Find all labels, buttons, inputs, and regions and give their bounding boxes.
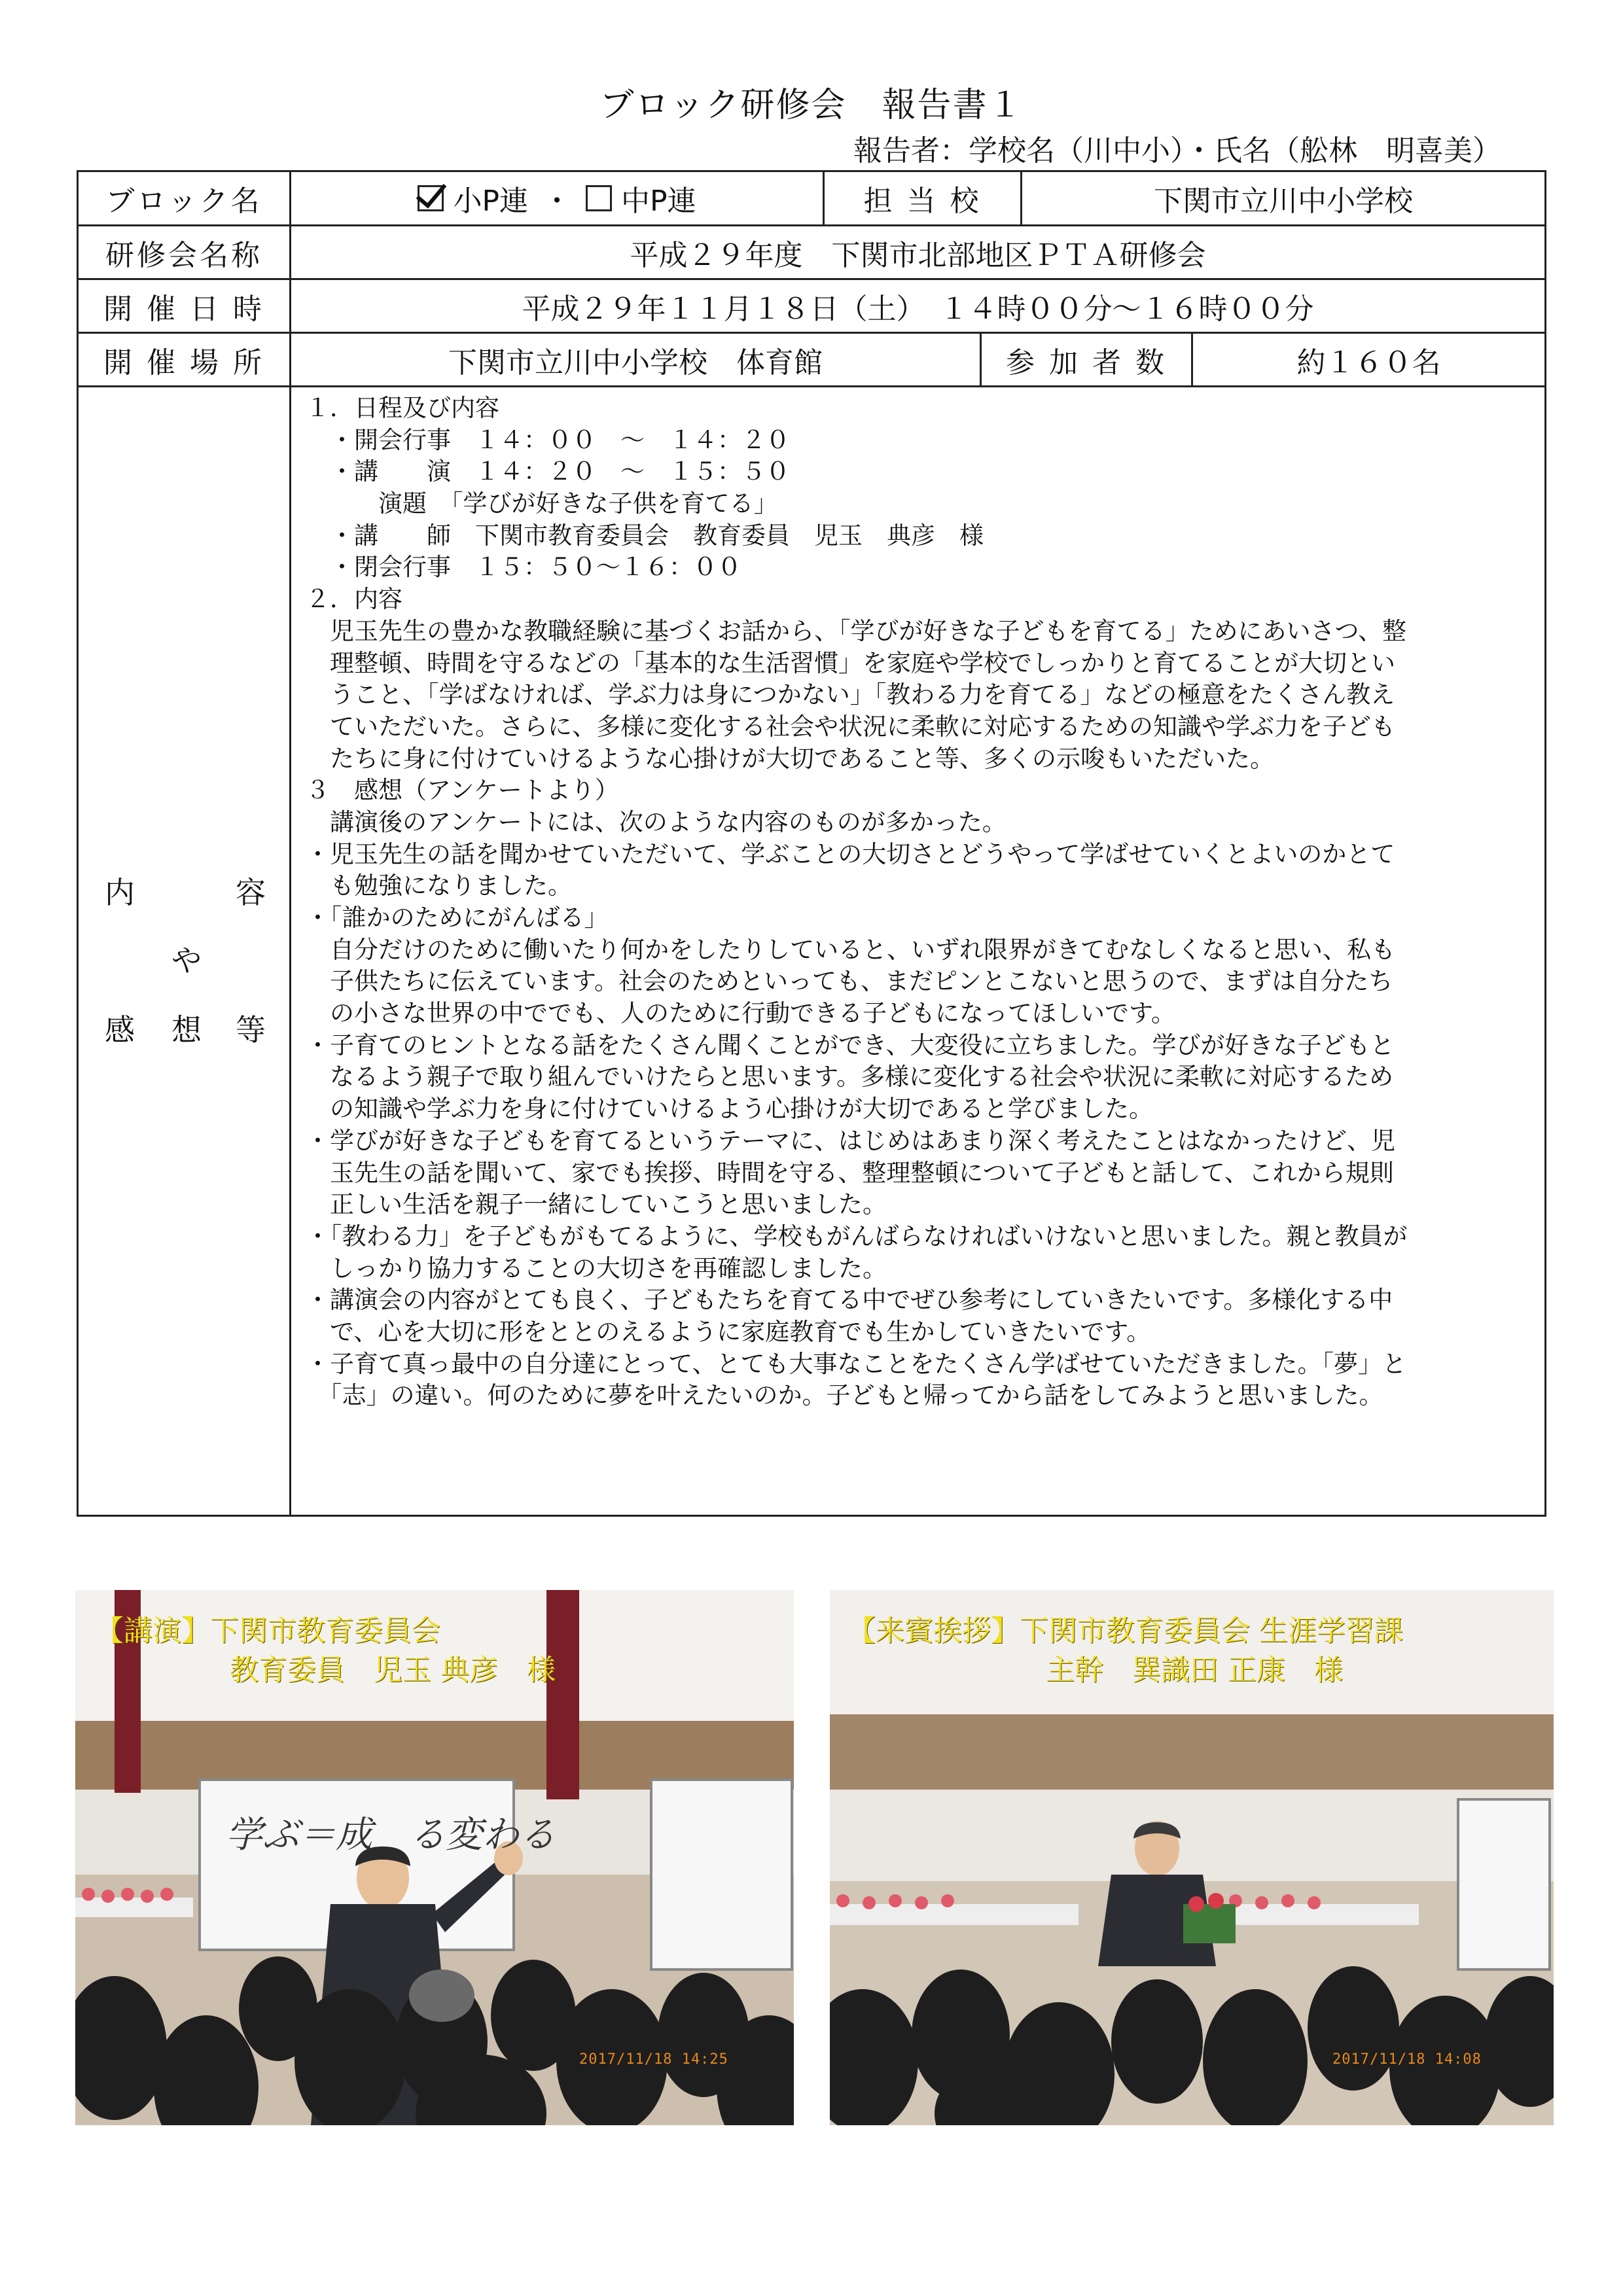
content-label-char-1: 内 — [105, 875, 135, 910]
block-options — [291, 172, 825, 224]
content-line: も勉強になりました。 — [306, 872, 572, 900]
photo-greeting-timestamp: 2017/11/18 14:08 — [1332, 2051, 1482, 2068]
content-line: たちに身に付けていけるような心掛けが大切であること等、多くの示唆もいただいた。 — [306, 744, 1274, 773]
content-line: 演題 「学びが好きな子供を育てる」 — [306, 489, 778, 518]
content-line: 正しい生活を親子一緒にしていこうと思いました。 — [306, 1190, 887, 1219]
attendance-value: 約１６０名 — [1296, 345, 1441, 380]
content-line: 自分だけのために働いたり何かをしたりしていると、いずれ限界がきてむなしくなると思い、私も — [306, 935, 1395, 964]
photo-lecture-caption-1: 【講演】下関市教育委員会 — [95, 1614, 440, 1648]
school-value: 下関市立川中小学校 — [1154, 185, 1413, 218]
row-training-name — [79, 226, 1544, 280]
photo-greeting — [830, 1590, 1554, 2125]
school-label: 担 当 校 — [825, 172, 1022, 224]
training-name-label: 研修会名称 — [79, 226, 291, 278]
content-line: ていただいた。さらに、多様に変化する社会や状況に柔軟に対応するための知識や学ぶ力を子ども — [306, 712, 1395, 741]
training-name-value: 平成２９年度 下関市北部地区ＰＴＡ研修会 — [630, 238, 1206, 272]
content-label — [79, 387, 291, 1515]
row-date — [79, 280, 1544, 334]
content-line: で、心を大切に形をととのえるように家庭教育でも生かしていきたいです。 — [306, 1317, 1151, 1346]
content-line: ・開会行事 １４：００ ～ １４：２０ — [306, 425, 790, 454]
content-label-char-4: 感 — [105, 1012, 135, 1048]
content-line: ２．内容 — [306, 585, 402, 614]
place-value: 下関市立川中小学校 体育館 — [291, 334, 982, 385]
attendance-label: 参 加 者 数 — [982, 334, 1193, 385]
date-label: 開 催 日 時 — [79, 280, 291, 332]
content-label-char-5: 想 — [171, 1012, 202, 1048]
content-line: うこと、「学ばなければ、学ぶ力は身につかない」「教わる力を育てる」などの極意をたくさん教え — [306, 680, 1395, 709]
row-block — [79, 172, 1544, 226]
option-sho-p-ren: 小P連 — [453, 185, 528, 218]
content-line: 「志」の違い。何のために夢を叶えたいのか。子どもと帰ってから話をしてみようと思いました。 — [306, 1381, 1383, 1410]
content-line: ・講 師 下関市教育委員会 教育委員 児玉 典彦 様 — [306, 521, 984, 550]
content-label-char-6: 等 — [236, 1012, 266, 1048]
row-content — [79, 387, 1544, 1515]
reporter-line: 報告者：学校名（川中小）・氏名（舩林 明喜美） — [853, 134, 1501, 168]
photo-lecture-caption-2: 教育委員 児玉 典彦 様 — [230, 1653, 556, 1687]
content-line: ・子育てのヒントとなる話をたくさん聞くことができ、大変役に立ちました。学びが好きな子どもと — [306, 1031, 1395, 1059]
content-line: ・「教わる力」を子どもがもてるように、学校もがんばらなければいけないと思いました。親と教員が — [306, 1222, 1408, 1250]
content-label-char-2: 容 — [236, 875, 266, 910]
content-line: ・児玉先生の話を聞かせていただいて、学ぶことの大切さとどうやって学ばせていくとよいのかとて — [306, 839, 1395, 868]
place-label: 開 催 場 所 — [79, 334, 291, 385]
photo-lecture — [75, 1590, 794, 2125]
photo-greeting-caption-2: 主幹 巽識田 正康 様 — [1046, 1653, 1343, 1687]
whiteboard-text: 学ぶ＝成 る変わる — [226, 1814, 556, 1856]
content-line: 児玉先生の豊かな教職経験に基づくお話から、「学びが好きな子どもを育てる」ためにあいさつ、整 — [306, 616, 1407, 645]
content-line: しっかり協力することの大切さを再確認しました。 — [306, 1254, 887, 1282]
page-title: ブロック研修会 報告書１ — [599, 86, 1024, 125]
row-place — [79, 334, 1544, 387]
content-line: ・「誰かのためにがんばる」 — [306, 904, 609, 932]
content-line: 講演後のアンケートには、次のような内容のものが多かった。 — [306, 807, 1007, 836]
content-line: ・子育て真っ最中の自分達にとって、とても大事なことをたくさん学ばせていただきました。「夢」と — [306, 1349, 1407, 1378]
checkbox-chu-p-ren[interactable] — [586, 185, 612, 211]
content-line: ・学びが好きな子どもを育てるというテーマに、はじめはあまり深く考えたことはなかったけど、児 — [306, 1126, 1395, 1155]
content-line: なるよう親子で取り組んでいけたらと思います。多様に変化する社会や状況に柔軟に対応するため — [306, 1063, 1394, 1091]
option-chu-p-ren: 中P連 — [621, 185, 696, 218]
checkbox-sho-p-ren[interactable] — [418, 185, 444, 211]
report-table — [77, 170, 1546, 1517]
content-line: ・閉会行事 １５：５０～１６：００ — [306, 553, 741, 582]
date-value: 平成２９年１１月１８日（土） １４時００分～１６時００分 — [522, 292, 1314, 326]
photo-lecture-timestamp: 2017/11/18 14:25 — [579, 2051, 728, 2068]
content-line: ３ 感想（アンケートより） — [306, 776, 619, 805]
content-line: ・講 演 １４：２０ ～ １５：５０ — [306, 457, 790, 486]
content-line: の知識や学ぶ力を身に付けていけるよう心掛けが大切であると学びました。 — [306, 1095, 1153, 1123]
option-separator: ・ — [543, 185, 571, 218]
content-line: ・講演会の内容がとても良く、子どもたちを育てる中でぜひ参考にしていきたいです。多様化する中 — [306, 1286, 1393, 1315]
content-line: 理整頓、時間を守るなどの「基本的な生活習慣」を家庭や学校でしっかりと育てることが大切とい — [306, 648, 1395, 677]
content-label-char-3: や — [171, 943, 202, 978]
content-line: 子供たちに伝えています。社会のためといっても、まだピンとこないと思うので、まずは自分たち — [306, 967, 1393, 996]
block-label: ブロック名 — [79, 172, 291, 224]
content-line: の小さな世界の中ででも、人のために行動できる子どもになってほしいです。 — [306, 999, 1176, 1028]
content-line: 玉先生の話を聞いて、家でも挨拶、時間を守る、整理整頓について子どもと話して、これから規則 — [306, 1158, 1394, 1187]
content-text — [291, 387, 1544, 1515]
photo-greeting-caption-1: 【来賓挨拶】下関市教育委員会 生涯学習課 — [847, 1614, 1403, 1648]
content-line: １．日程及び内容 — [306, 394, 499, 422]
